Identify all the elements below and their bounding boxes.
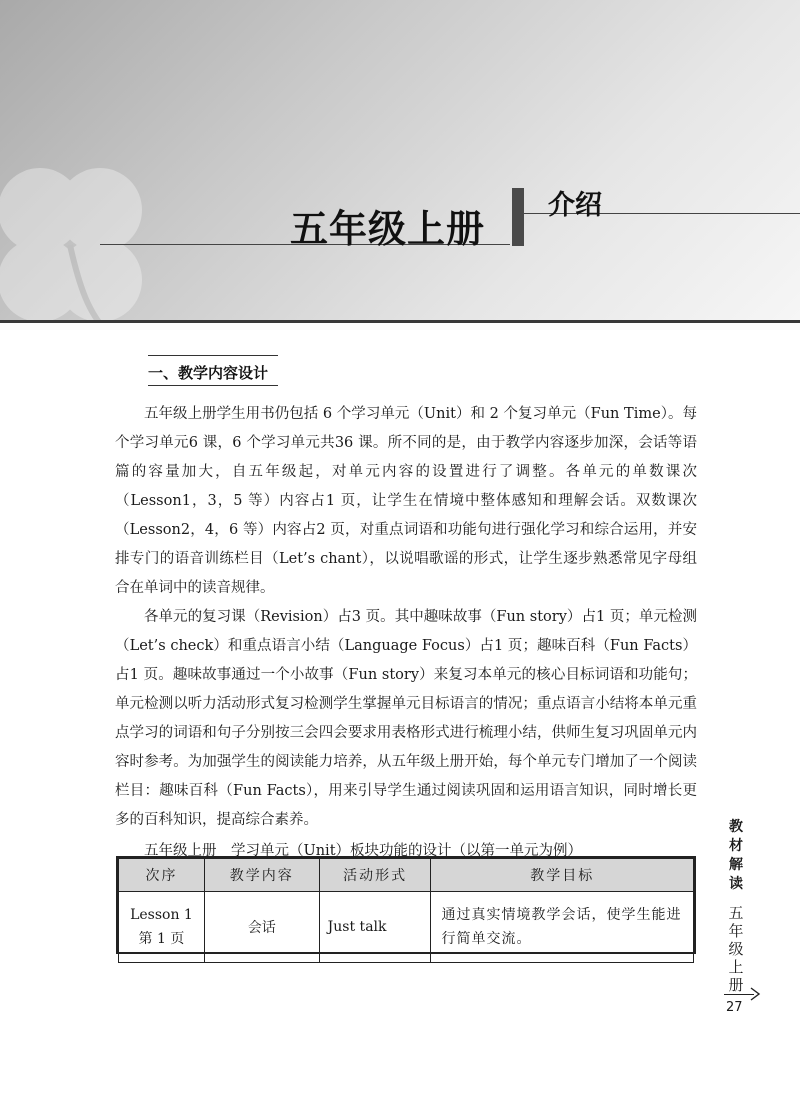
header-order: 次序 [119, 859, 205, 892]
header-banner [0, 0, 800, 322]
unit-function-table [118, 858, 694, 963]
side-char: 读 [729, 876, 743, 892]
paragraph: 各单元的复习课（Revision）占3 页。其中趣味故事（Fun story）占1 页；单元检测（Let’s check）和重点语言小结（Language Focus）占1 页；趣味百科（Fun Facts）占1 页。趣味故事通过一个小故事（Fun story）来复习本单元的核心目标词语和功能句；单元检测以听力活动形式复习检测学生掌握单元目标语言的情况；重点语言小结将本单元重点学习的词语和句子分别按三会四会要求用表格形式进行梳理小结，供师生复习巩固单元内容时参考。为加强学生的阅读能力培养，从五年级上册开始，每个单元专门增加了一个阅读栏目：趣味百科（Fun Facts），用来引导学生通过阅读巩固和运用语言知识，同时增长更多的百科知识，提高综合素养。 [115, 609, 697, 828]
side-tab-book-label [727, 818, 745, 894]
order-lesson: Lesson 1 [130, 907, 193, 923]
section-rule-bottom [148, 385, 278, 386]
side-tab-grade-label [727, 904, 745, 994]
body-text [115, 400, 697, 866]
side-char: 上 [728, 958, 744, 976]
section-heading: 一、教学内容设计 [148, 364, 269, 382]
table-caption: 五年级上册 学习单元（Unit）板块功能的设计（以第一单元为例） [144, 843, 583, 859]
header-activity: 活动形式 [319, 859, 431, 892]
side-char: 年 [728, 922, 744, 940]
paragraph: 五年级上册学生用书仍包括 6 个学习单元（Unit）和 2 个复习单元（Fun Time）。每个学习单元6 课，6 个学习单元共36 课。所不同的是，由于教学内容逐步加深，会话等语篇的容量加大，自五年级起，对单元内容的设置进行了调整。各单元的单数课次（Lesson1，3，5 等）内容占1 页，让学生在情境中整体感知和理解会话。双数课次（Lesson2，4，6 等）内容占2 页，对重点词语和功能句进行强化学习和综合运用，并安排专门的语音训练栏目（Let’s chant），以说唱歌谣的形式，让学生逐步熟悉常见字母组合在单词中的读音规律。 [115, 406, 697, 596]
side-char: 解 [729, 857, 743, 873]
table-row [119, 892, 694, 963]
header-goal: 教学目标 [431, 859, 694, 892]
page-number: 27 [726, 1000, 743, 1015]
cell-activity: Just talk [319, 892, 431, 963]
side-char: 材 [729, 838, 743, 854]
page-title: 五年级上册 [290, 206, 486, 251]
cell-order [119, 892, 205, 963]
title-separator-bar [512, 188, 524, 246]
page-subtitle: 介绍 [548, 190, 602, 221]
order-page: 第 1 页 [138, 931, 185, 947]
side-char: 教 [729, 819, 743, 835]
side-char: 级 [728, 940, 744, 958]
clover-decoration-icon [0, 150, 170, 322]
cell-goal: 通过真实情境教学会话，使学生能进行简单交流。 [431, 892, 694, 963]
section-rule-top [148, 355, 278, 356]
side-char: 五 [728, 904, 744, 922]
side-char: 册 [728, 976, 744, 994]
cell-content: 会话 [204, 892, 319, 963]
header-divider [0, 320, 800, 323]
header-content: 教学内容 [204, 859, 319, 892]
table-header-row [119, 859, 694, 892]
chevron-right-icon [748, 987, 762, 1001]
